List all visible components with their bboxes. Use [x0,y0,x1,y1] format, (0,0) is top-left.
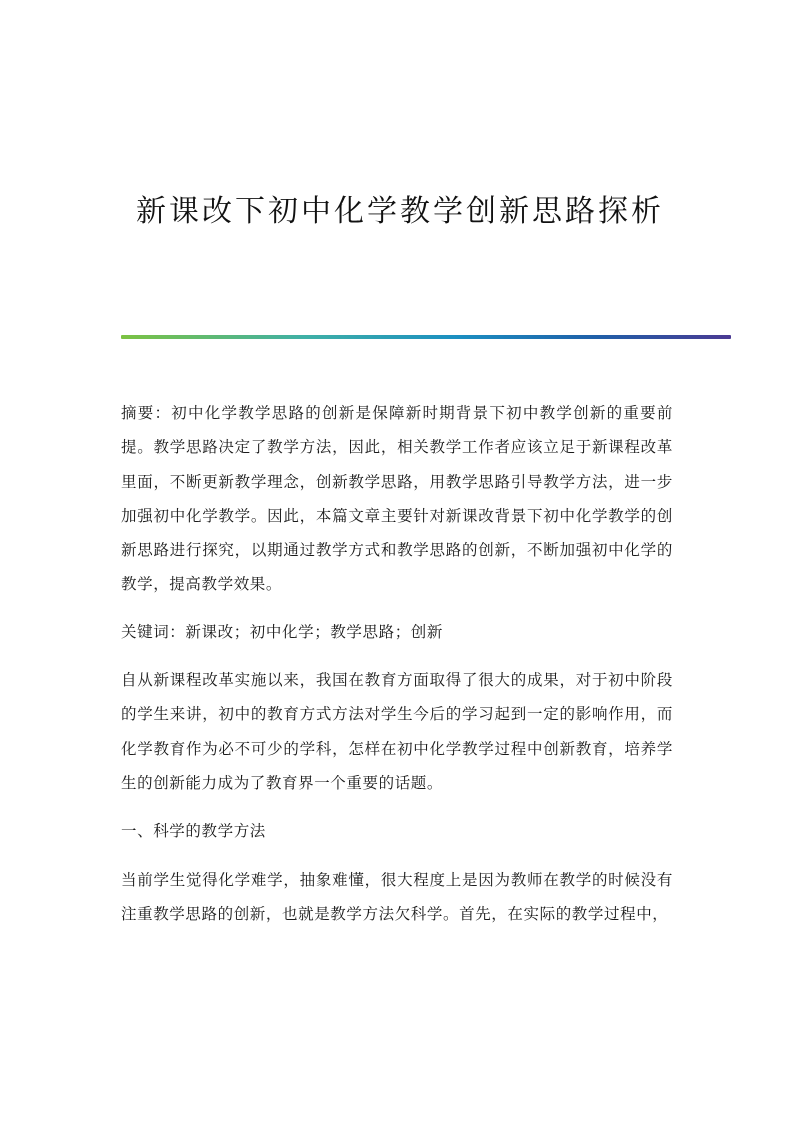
keywords-line: 关键词：新课改；初中化学；教学思路；创新 [121,622,444,641]
abstract-paragraph: 摘要：初中化学教学思路的创新是保障新时期背景下初中教学创新的重要前提。教学思路决定了教学方法，因此，相关教学工作者应该立足于新课程改革里面，不断更新教学理念，创新教学思路，用教学思路引导教学方法，进一步加强初中化学教学。因此，本篇文章主要针对新课改背景下初中化学教学的创新思路进行探究，以期通过教学方式和教学思路的创新，不断加强初中化学的教学，提高教学效果。 [121,404,673,594]
document-body [121,396,673,942]
section-heading: 一、科学的教学方法 [121,822,266,841]
section-paragraph: 当前学生觉得化学难学，抽象难懂，很大程度上是因为教师在教学的时候没有注重教学思路的创新，也就是教学方法欠科学。首先，在实际的教学过程中， [121,870,673,923]
intro-paragraph: 自从新课程改革实施以来，我国在教育方面取得了很大的成果，对于初中阶段的学生来讲，初中的教育方式方法对学生今后的学习起到一定的影响作用，而化学教育作为必不可少的学科，怎样在初中化学教学过程中创新教育，培养学生的创新能力成为了教育界一个重要的话题。 [121,671,673,792]
document-title: 新课改下初中化学教学创新思路探析 [136,194,664,229]
title-divider [121,335,731,339]
